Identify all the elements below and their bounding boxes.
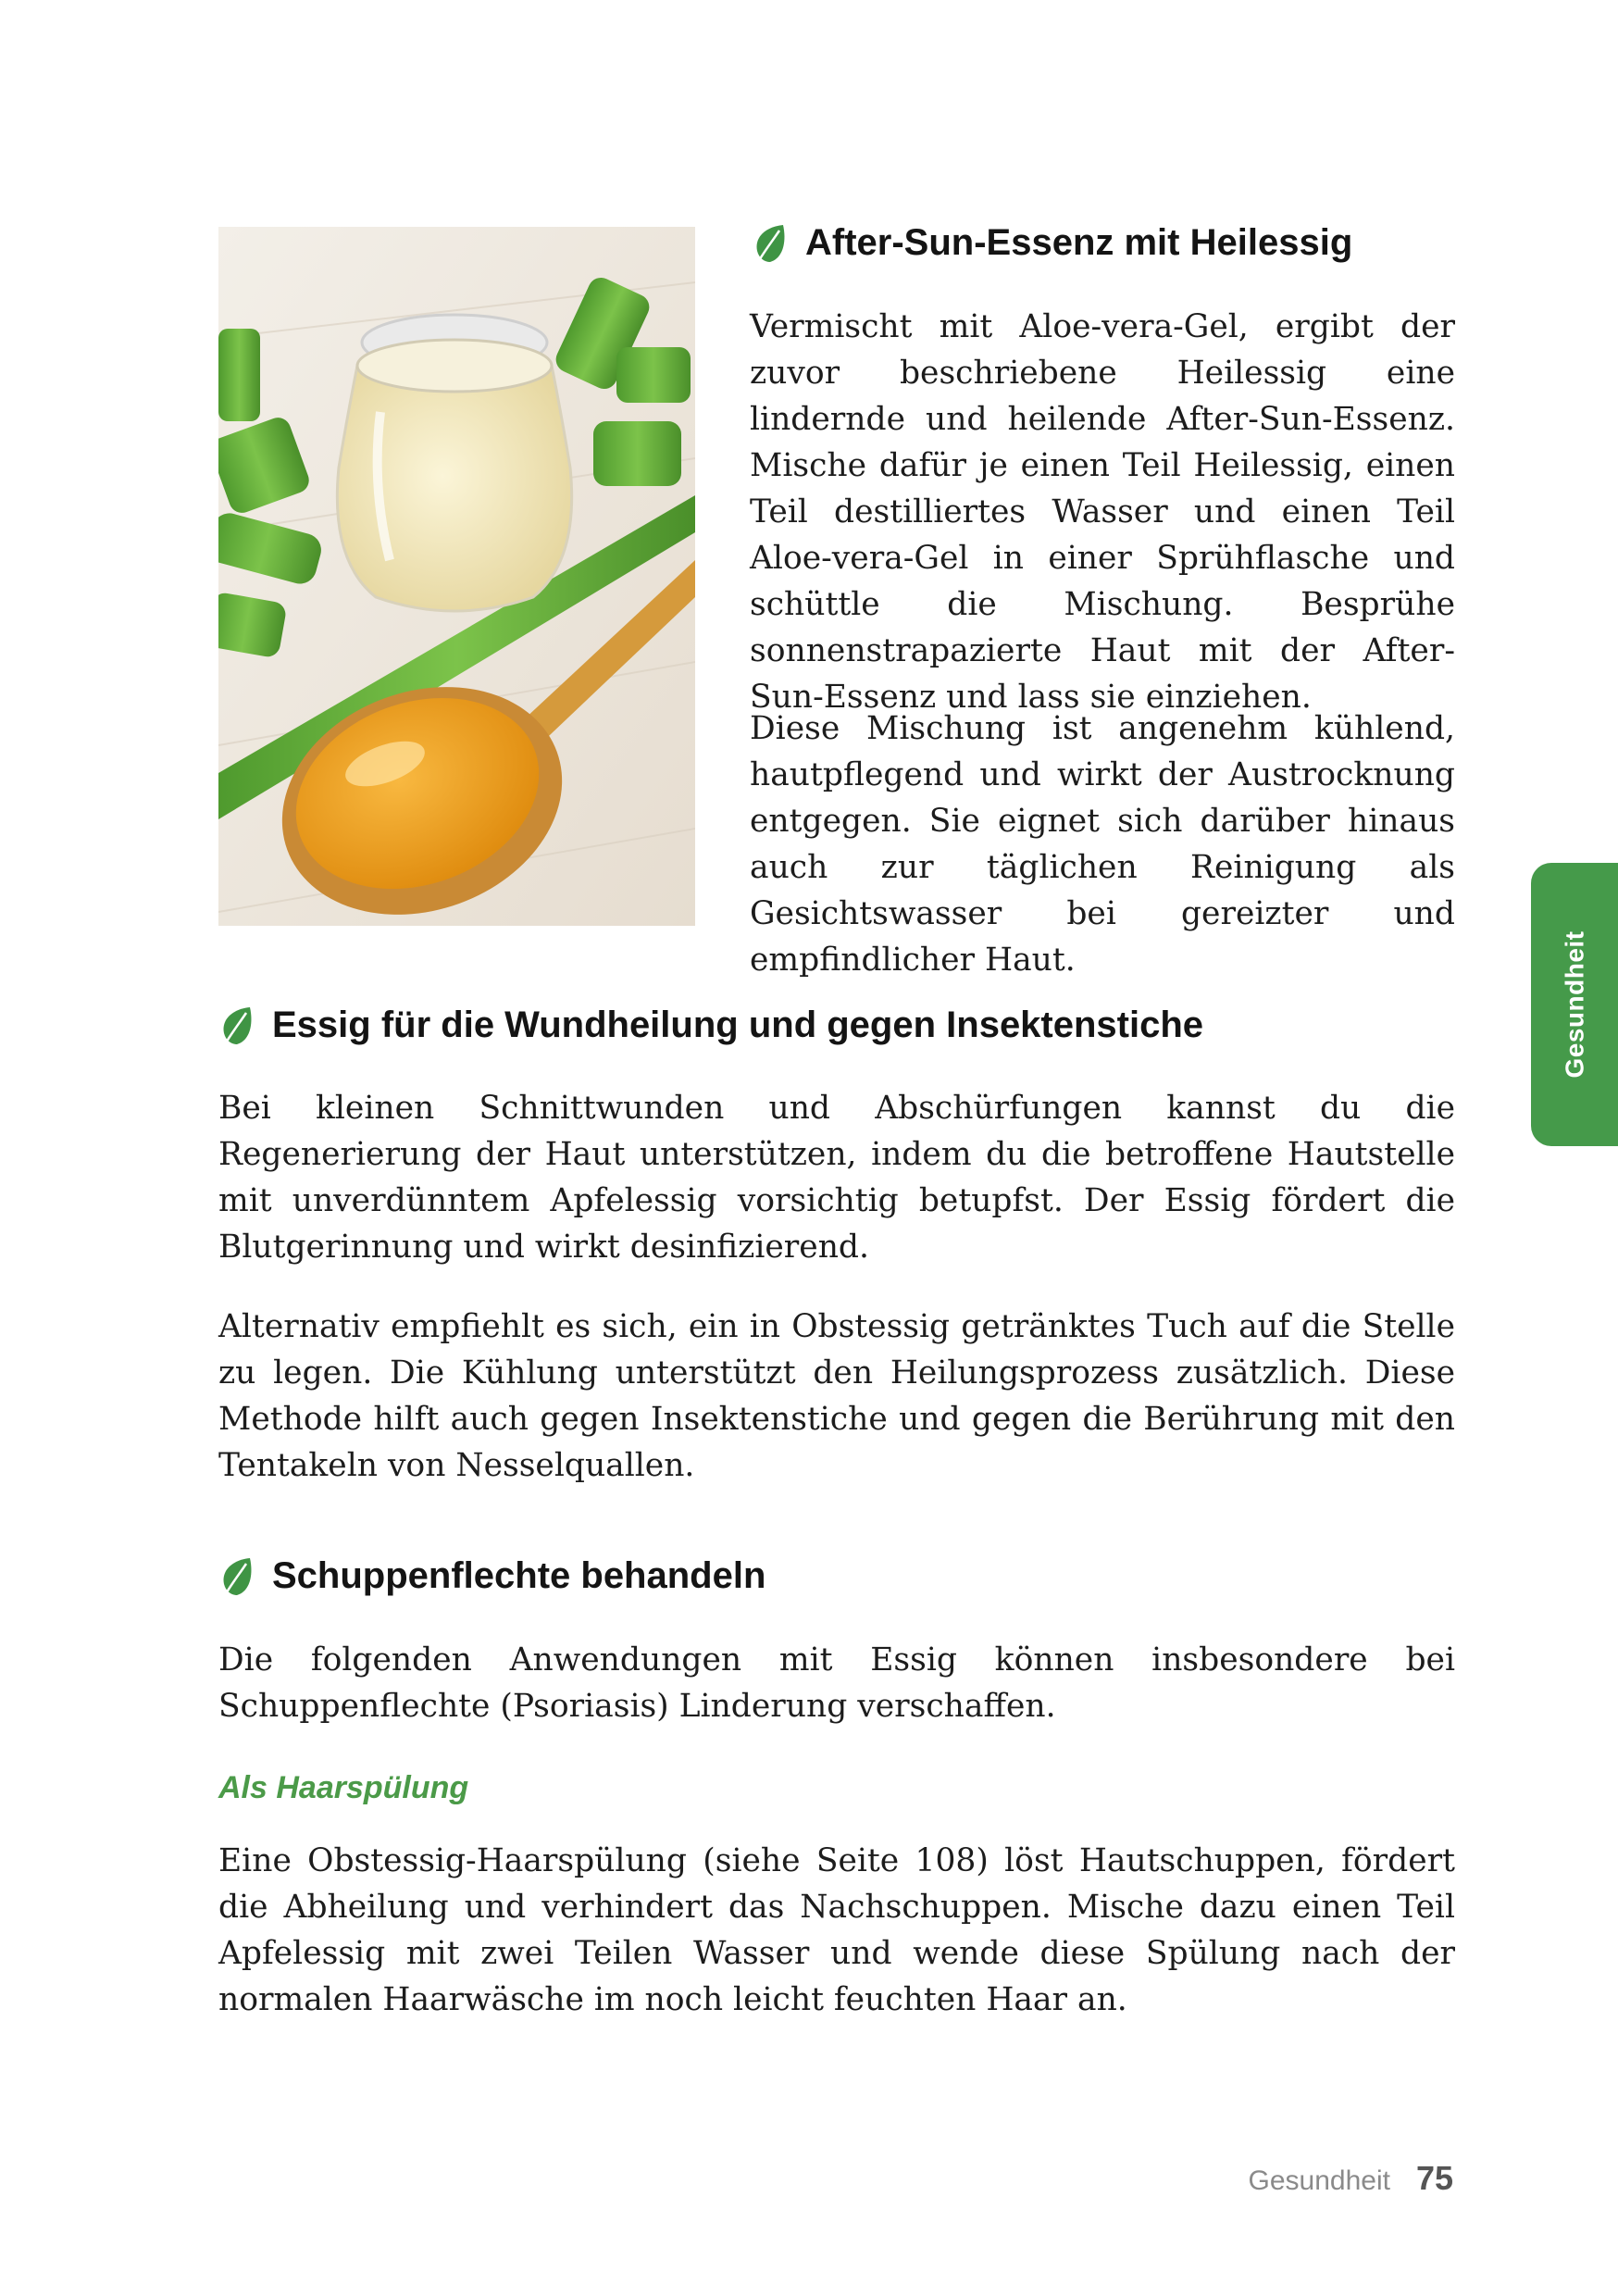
page-number: 75 <box>1415 2159 1453 2197</box>
paragraph: Alternativ empfiehlt es sich, ein in Obstessig getränktes Tuch auf die Stelle zu legen. Die Kühlung unterstützt den Heilungsprozess zusätzlich. Diese Methode hilft auch gegen Insektenstiche und gegen die Berührung mit den Tentakeln von Nesselquallen. <box>218 1308 1455 1484</box>
side-tab-label: Gesundheit <box>1560 930 1589 1079</box>
heading-text: Schuppenflechte behandeln <box>272 1555 766 1596</box>
section-heading-wundheilung <box>218 1004 1203 1046</box>
leaf-icon <box>752 223 789 264</box>
section-heading-after-sun <box>752 222 1352 264</box>
paragraph: Bei kleinen Schnittwunden und Abschürfungen kannst du die Regenerierung der Haut unterstützen, indem du die betroffene Hautstelle mit unverdünntem Apfelessig vorsichtig betupfst. Der Essig fördert die Blutgerinnung und wirkt desinfizierend. <box>218 1090 1455 1266</box>
heading-text: Essig für die Wundheilung und gegen Insektenstiche <box>272 1004 1204 1045</box>
aloe-vera-photo <box>218 227 695 926</box>
leaf-icon <box>218 1556 255 1597</box>
paragraph: Die folgenden Anwendungen mit Essig können insbesondere bei Schuppenflechte (Psoriasis) Linderung verschaffen. <box>218 1641 1455 1725</box>
paragraph: Vermischt mit Aloe-vera-Gel, ergibt der zuvor beschriebene Heilessig eine lindernde und heilende After-Sun-Essenz. Mische dafür je einen Teil Heilessig, einen Teil destilliertes Wasser und einen Teil Aloe-vera-Gel in einer Sprühflasche und schüttle die Mischung. Besprühe sonnenstrapazierte Haut mit der After-Sun-Essenz und lass sie einziehen. <box>750 308 1455 716</box>
page-footer <box>1249 2159 1454 2198</box>
section-heading-schuppenflechte <box>218 1555 765 1597</box>
footer-section-title: Gesundheit <box>1248 2165 1390 2196</box>
paragraph: Diese Mischung ist angenehm kühlend, hautpflegend und wirkt der Austrocknung entgegen. Sie eignet sich darüber hinaus auch zur täglichen Reinigung als Gesichtswasser bei gereizter und empfindlicher Haut. <box>750 710 1455 979</box>
leaf-icon <box>218 1005 255 1046</box>
subheading-haarspuelung: Als Haarspülung <box>218 1770 469 1805</box>
chapter-side-tab <box>1531 863 1618 1146</box>
heading-text: After-Sun-Essenz mit Heilessig <box>805 222 1353 263</box>
paragraph: Eine Obstessig-Haarspülung (siehe Seite 108) löst Hautschuppen, fördert die Abheilung und verhindert das Nachschuppen. Mische dazu einen Teil Apfelessig mit zwei Teilen Wasser und wende diese Spülung nach der normalen Haarwäsche im noch leicht feuchten Haar an. <box>218 1842 1455 2018</box>
